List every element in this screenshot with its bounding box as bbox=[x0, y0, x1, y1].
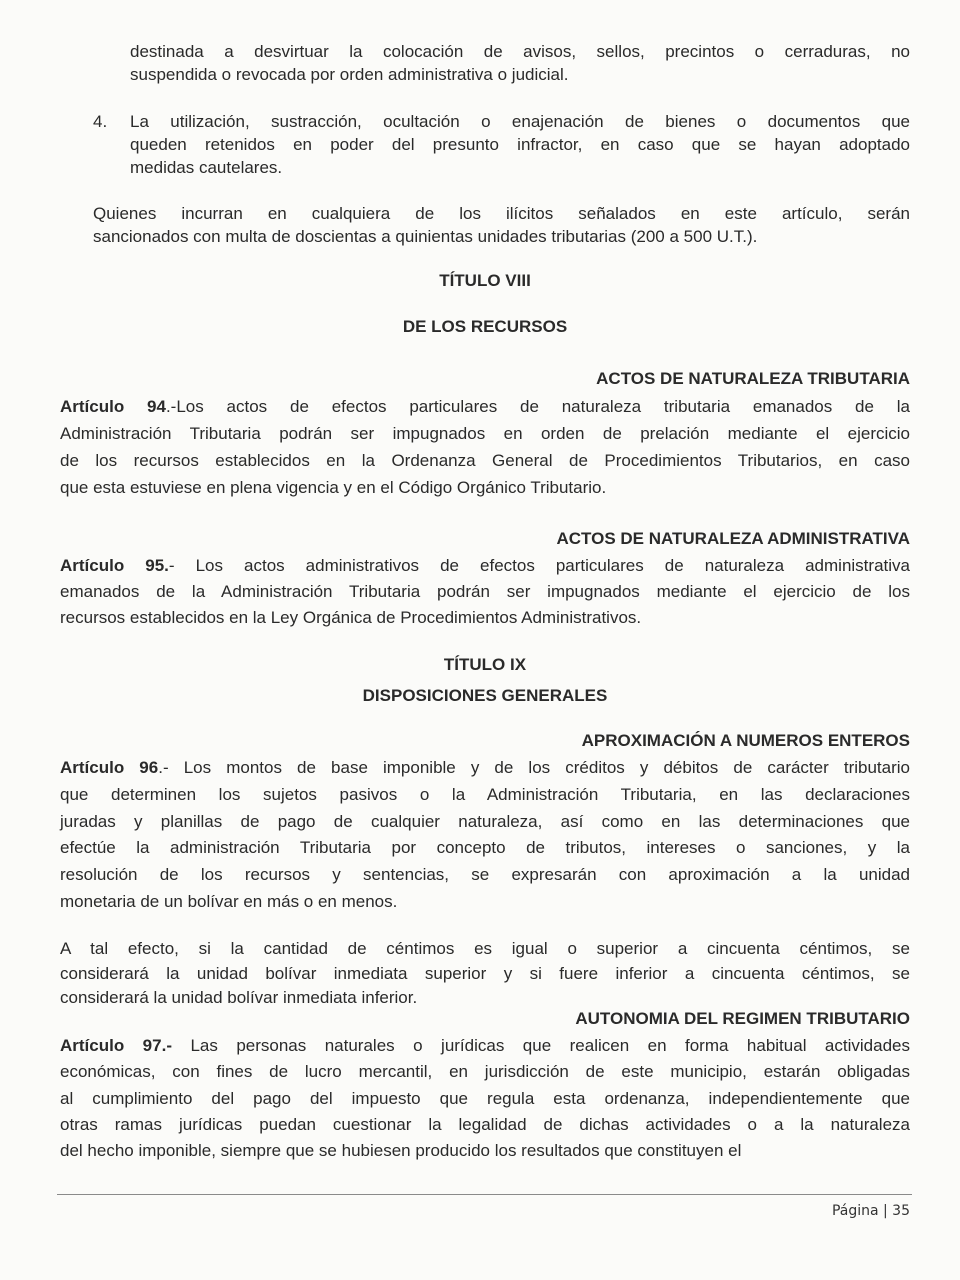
heading-actos-tributaria: ACTOS DE NATURALEZA TRIBUTARIA bbox=[596, 369, 910, 388]
text-line-content: al cumplimiento del pago del impuesto que regula esta ordenanza, independientemente que bbox=[60, 1088, 910, 1108]
text-line bbox=[60, 393, 910, 420]
paragraph-a-tal-efecto bbox=[60, 937, 910, 1011]
article-label: Artículo 95. bbox=[60, 556, 169, 575]
text-line-content: juradas y planillas de pago de cualquier naturaleza, así como en las determinaciones que bbox=[60, 811, 910, 831]
text-line-content: de los recursos establecidos en la Ordenanza General de Procedimientos Tributarios, en caso bbox=[60, 451, 910, 470]
text-line-content: destinada a desvirtuar la colocación de avisos, sellos, precintos o cerraduras, no bbox=[130, 42, 910, 61]
article-97 bbox=[60, 1033, 910, 1164]
text-line-content: .-Los actos de efectos particulares de naturaleza tributaria emanados de la bbox=[165, 397, 911, 416]
text-line bbox=[60, 755, 910, 782]
text-line bbox=[130, 133, 910, 156]
text-line-content: que determinen los sujetos pasivos o la Administración Tributaria, en las declaraciones bbox=[60, 784, 910, 804]
text-line bbox=[60, 862, 910, 889]
page-number: Página | 35 bbox=[831, 1203, 910, 1219]
article-94 bbox=[60, 393, 910, 501]
text-line-content: Administración Tributaria podrán ser impugnados en orden de prelación mediante el ejercicio bbox=[60, 424, 910, 443]
text-line-content: considerará la unidad bolívar inmediata superior y si fuere inferior a cincuenta céntimos, se bbox=[60, 963, 910, 983]
text-line bbox=[60, 579, 910, 605]
text-line-content: considerará la unidad bolívar inmediata inferior. bbox=[60, 988, 418, 1007]
text-line-content: A tal efecto, si la cantidad de céntimos es igual o superior a cincuenta céntimos, se bbox=[60, 939, 910, 958]
text-line bbox=[60, 605, 910, 631]
text-line bbox=[60, 474, 910, 501]
heading-de-los-recursos: DE LOS RECURSOS bbox=[402, 317, 568, 336]
heading-actos-administrativa: ACTOS DE NATURALEZA ADMINISTRATIVA bbox=[556, 529, 910, 548]
article-96 bbox=[60, 755, 910, 916]
text-line bbox=[60, 937, 910, 962]
text-line bbox=[130, 40, 910, 63]
text-line-content: recursos establecidos en la Ley Orgánica de Procedimientos Administrativos. bbox=[60, 608, 642, 627]
list-item-4 bbox=[130, 110, 910, 179]
heading-autonomia: AUTONOMIA DEL REGIMEN TRIBUTARIO bbox=[575, 1009, 910, 1028]
text-line bbox=[60, 420, 910, 447]
heading-aproximacion: APROXIMACIÓN A NUMEROS ENTEROS bbox=[581, 731, 910, 750]
list-number: 4. bbox=[93, 112, 108, 131]
text-line-content: medidas cautelares. bbox=[130, 158, 283, 177]
text-line bbox=[60, 1086, 910, 1112]
text-line bbox=[60, 447, 910, 474]
paragraph-continuation bbox=[130, 40, 910, 86]
text-line bbox=[60, 889, 910, 916]
text-line-content: que esta estuviese en plena vigencia y en el Código Orgánico Tributario. bbox=[60, 478, 607, 497]
text-line bbox=[60, 553, 910, 579]
text-line bbox=[130, 110, 910, 133]
paragraph-sanctions bbox=[93, 202, 910, 248]
text-line bbox=[60, 1112, 910, 1138]
text-line bbox=[60, 835, 910, 862]
text-line-content: emanados de la Administración Tributaria podrán ser impugnados mediante el ejercicio de los bbox=[60, 582, 910, 601]
article-label: Artículo 94 bbox=[60, 397, 166, 416]
text-line bbox=[60, 1033, 910, 1059]
text-line bbox=[60, 809, 910, 836]
text-line bbox=[60, 782, 910, 809]
text-line-content: monetaria de un bolívar en más o en menos. bbox=[60, 891, 398, 911]
text-line-content: efectúe la administración Tributaria por concepto de tributos, intereses o sanciones, y la bbox=[60, 838, 910, 858]
text-line bbox=[130, 63, 910, 86]
text-line bbox=[93, 202, 910, 225]
footer-divider bbox=[57, 1194, 912, 1195]
text-line-content: resolución de los recursos y sentencias, se expresarán con aproximación a la unidad bbox=[60, 865, 910, 885]
text-line-content: económicas, con fines de lucro mercantil, en jurisdicción de este municipio, estarán obligadas bbox=[60, 1062, 910, 1082]
text-line-content: - Los actos administrativos de efectos particulares de naturaleza administrativa bbox=[168, 556, 910, 575]
article-95 bbox=[60, 553, 910, 631]
text-line-content: del hecho imponible, siempre que se hubiesen producido los resultados que constituyen el bbox=[60, 1141, 742, 1161]
text-line bbox=[60, 962, 910, 987]
text-line-content: queden retenidos en poder del presunto infractor, en caso que se hayan adoptado bbox=[130, 135, 910, 154]
text-line-content: suspendida o revocada por orden administrativa o judicial. bbox=[130, 65, 569, 84]
text-line-content: otras ramas jurídicas puedan cuestionar la legalidad de dichas actividades o a la naturaleza bbox=[60, 1114, 910, 1134]
text-line-content: Quienes incurran en cualquiera de los ilícitos señalados en este artículo, serán bbox=[93, 204, 910, 223]
article-label: Artículo 96 bbox=[60, 758, 159, 777]
heading-disposiciones-generales: DISPOSICIONES GENERALES bbox=[362, 686, 608, 705]
text-line bbox=[60, 986, 910, 1011]
text-line bbox=[60, 1059, 910, 1085]
text-line-content: .- Los montos de base imponible y de los créditos y débitos de carácter tributario bbox=[158, 758, 910, 777]
text-line bbox=[93, 225, 910, 248]
title-ix: TÍTULO IX bbox=[443, 655, 527, 674]
text-line-content: sancionados con multa de doscientas a quinientas unidades tributarias (200 a 500 U.T.). bbox=[93, 227, 758, 246]
text-line bbox=[60, 1138, 910, 1164]
text-line bbox=[130, 156, 910, 179]
title-viii: TÍTULO VIII bbox=[439, 271, 531, 290]
article-label: Artículo 97.- bbox=[60, 1036, 172, 1055]
text-line-content: Las personas naturales o jurídicas que realicen en forma habitual actividades bbox=[171, 1036, 910, 1055]
text-line-content: La utilización, sustracción, ocultación o enajenación de bienes o documentos que bbox=[130, 112, 910, 131]
